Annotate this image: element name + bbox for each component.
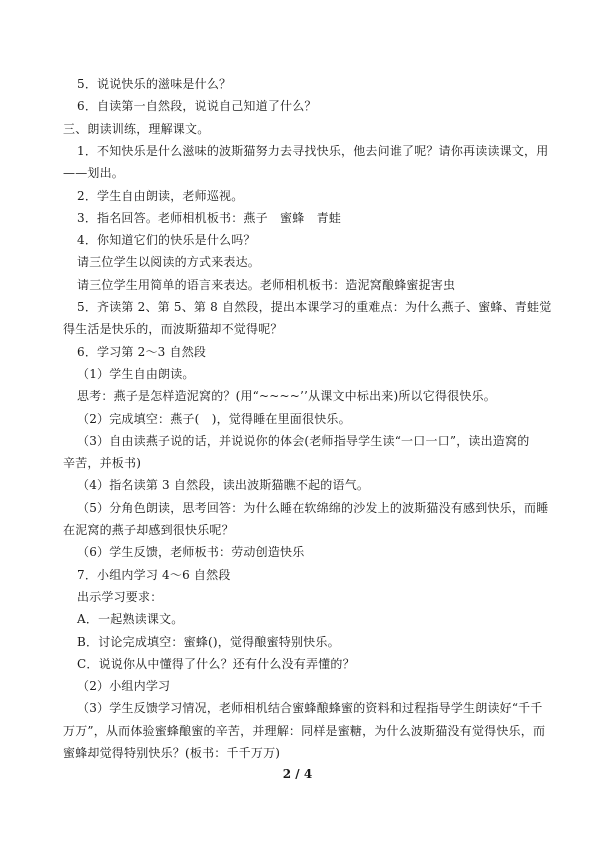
text-line: 辛苦，并板书): [63, 456, 142, 470]
text-line: （2）小组内学习: [77, 679, 171, 693]
text-line: （6）学生反馈，老师板书：劳动创造快乐: [77, 545, 305, 559]
text-line: 3．指名回答。老师相机板书：燕子 蜜蜂 青蛙: [77, 211, 342, 225]
text-line: 思考：燕子是怎样造泥窝的？(用“~~~~’’从课文中标出来)所以它得很快乐。: [77, 389, 496, 403]
text-line: 在泥窝的燕子却感到很快乐呢？: [63, 523, 234, 537]
text-line: 蜜蜂却觉得特别快乐？(板书：千千万万): [63, 746, 281, 760]
text-line: （2）完成填空：燕子( )，觉得睡在里面很快乐。: [77, 412, 351, 426]
text-line: 4．你知道它们的快乐是什么吗？: [77, 233, 256, 247]
text-line: 5．说说快乐的滋味是什么？: [77, 77, 232, 91]
text-line: 出示学习要求：: [77, 590, 163, 604]
text-line: 5．齐读第 2、第 5、第 8 自然段，提出本课学习的重难点：为什么燕子、蜜蜂、青蛙觉: [77, 300, 552, 314]
text-line: 6．学习第 2～3 自然段: [77, 345, 207, 359]
text-line: A．一起熟读课文。: [77, 612, 184, 626]
text-line: （1）学生自由朗读。: [77, 367, 195, 381]
text-line: 2．学生自由朗读，老师巡视。: [77, 189, 244, 203]
text-line: （3）自由读燕子说的话，并说说你的体会(老师指导学生读“一口一口”，读出造窝的: [77, 434, 530, 448]
text-line: 6．自读第一自然段，说说自己知道了什么？: [77, 99, 317, 113]
text-line: （5）分角色朗读，思考回答：为什么睡在软绵绵的沙发上的波斯猫没有感到快乐，而睡: [77, 501, 549, 515]
text-line: 请三位学生用简单的语言来表达。老师相机板书：造泥窝酿蜂蜜捉害虫: [77, 278, 456, 292]
text-line: ——划出。: [63, 166, 125, 180]
page-number: 2 / 4: [282, 767, 313, 781]
text-line: （4）指名读第 3 自然段，读出波斯猫瞧不起的语气。: [77, 478, 370, 492]
text-line: 7．小组内学习 4～6 自然段: [77, 568, 231, 582]
text-line: 1．不知快乐是什么滋味的波斯猫努力去寻找快乐，他去问谁了呢？请你再读读课文，用: [77, 144, 549, 158]
section-heading: 三、朗读训练，理解课文。: [63, 122, 210, 136]
text-line: 请三位学生以阅读的方式来表达。: [77, 255, 261, 269]
text-line: B．讨论完成填空：蜜蜂()，觉得酿蜜特别快乐。: [77, 635, 340, 649]
text-line: 得生活是快乐的，而波斯猫却不觉得呢？: [63, 322, 283, 336]
text-line: （3）学生反馈学习情况，老师相机结合蜜蜂酿蜂蜜的资料和过程指导学生朗读好“千千: [77, 701, 543, 715]
text-line: C．说说你从中懂得了什么？还有什么没有弄懂的？: [77, 657, 355, 671]
text-line: 万万”，从而体验蜜蜂酿蜜的辛苦，并理解：同样是蜜糖，为什么波斯猫没有觉得快乐，而: [63, 724, 546, 738]
